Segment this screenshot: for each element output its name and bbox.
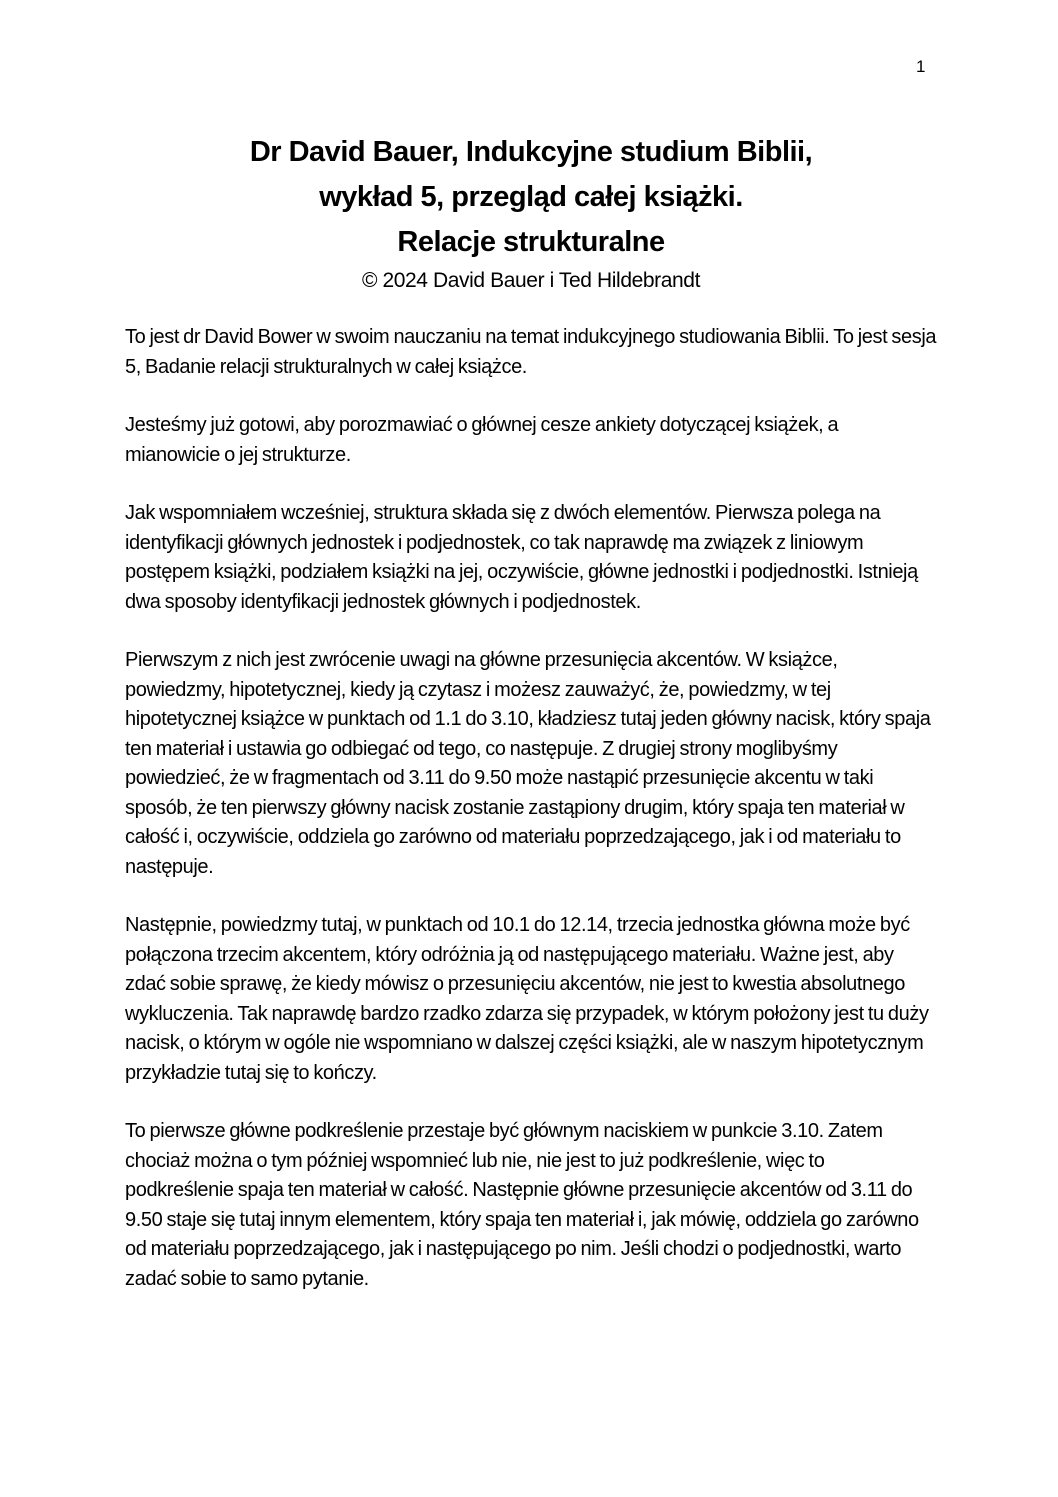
- title-line-1: Dr David Bauer, Indukcyjne studium Biblii,: [249, 136, 813, 168]
- paragraph-5: Następnie, powiedzmy tutaj, w punktach od 10.1 do 12.14, trzecia jednostka główna może być połączona trzecim akcentem, który odróżnia ją od następującego materiału. Ważne jest, aby zdać sobie sprawę, że kiedy mówisz o przesunięciu akcentów, nie jest to kwestia absolutnego wykluczenia. Tak naprawdę bardzo rzadko zdarza się przypadek, w którym położony jest tu duży nacisk, o którym w ogóle nie wspomniano w dalszej części książki, ale w naszym hipotetycznym przykładzie tutaj się to kończy.: [125, 914, 929, 1084]
- page-number: 1: [916, 57, 926, 76]
- document-body: [125, 130, 937, 1323]
- title-line-2: wykład 5, przegląd całej książki.: [319, 181, 743, 213]
- title-line-3: Relacje strukturalne: [397, 226, 665, 258]
- paragraph-3: Jak wspomniałem wcześniej, struktura składa się z dwóch elementów. Pierwsza polega na identyfikacji głównych jednostek i podjednostek, co tak naprawdę ma związek z liniowym postępem książki, podziałem książki na jej, oczywiście, główne jednostki i podjednostki. Istnieją dwa sposoby identyfikacji jednostek głównych i podjednostek.: [125, 502, 918, 613]
- paragraph-4: Pierwszym z nich jest zwrócenie uwagi na główne przesunięcia akcentów. W książce, powiedzmy, hipotetycznej, kiedy ją czytasz i możesz zauważyć, że, powiedzmy, w tej hipotetycznej książce w punktach od 1.1 do 3.10, kładziesz tutaj jeden główny nacisk, który spaja ten materiał i ustawia go odbiegać od tego, co następuje. Z drugiej strony moglibyśmy powiedzieć, że w fragmentach od 3.11 do 9.50 może nastąpić przesunięcie akcentu w taki sposób, że ten pierwszy główny nacisk zostanie zastąpiony drugim, który spaja ten materiał w całość i, oczywiście, oddziela go zarówno od materiału poprzedzającego, jak i od materiału to następuje.: [125, 649, 931, 878]
- paragraph-2: Jesteśmy już gotowi, aby porozmawiać o głównej cesze ankiety dotyczącej książek, a mianowicie o jej strukturze.: [125, 414, 839, 466]
- paragraph-6: To pierwsze główne podkreślenie przestaje być głównym naciskiem w punkcie 3.10. Zatem chociaż można o tym później wspomnieć lub nie, nie jest to już podkreślenie, więc to podkreślenie spaja ten materiał w całość. Następnie główne przesunięcie akcentów od 3.11 do 9.50 staje się tutaj innym elementem, który spaja ten materiał i, jak mówię, oddziela go zarówno od materiału poprzedzającego, jak i następującego po nim. Jeśli chodzi o podjednostki, warto zadać sobie to samo pytanie.: [125, 1120, 919, 1290]
- paragraph-1: To jest dr David Bower w swoim nauczaniu na temat indukcyjnego studiowania Biblii. To jest sesja 5, Badanie relacji strukturalnych w całej książce.: [125, 326, 937, 378]
- document-title: [125, 130, 937, 265]
- copyright-line: © 2024 David Bauer i Ted Hildebrandt: [361, 269, 701, 292]
- paragraph-list: [125, 323, 937, 1294]
